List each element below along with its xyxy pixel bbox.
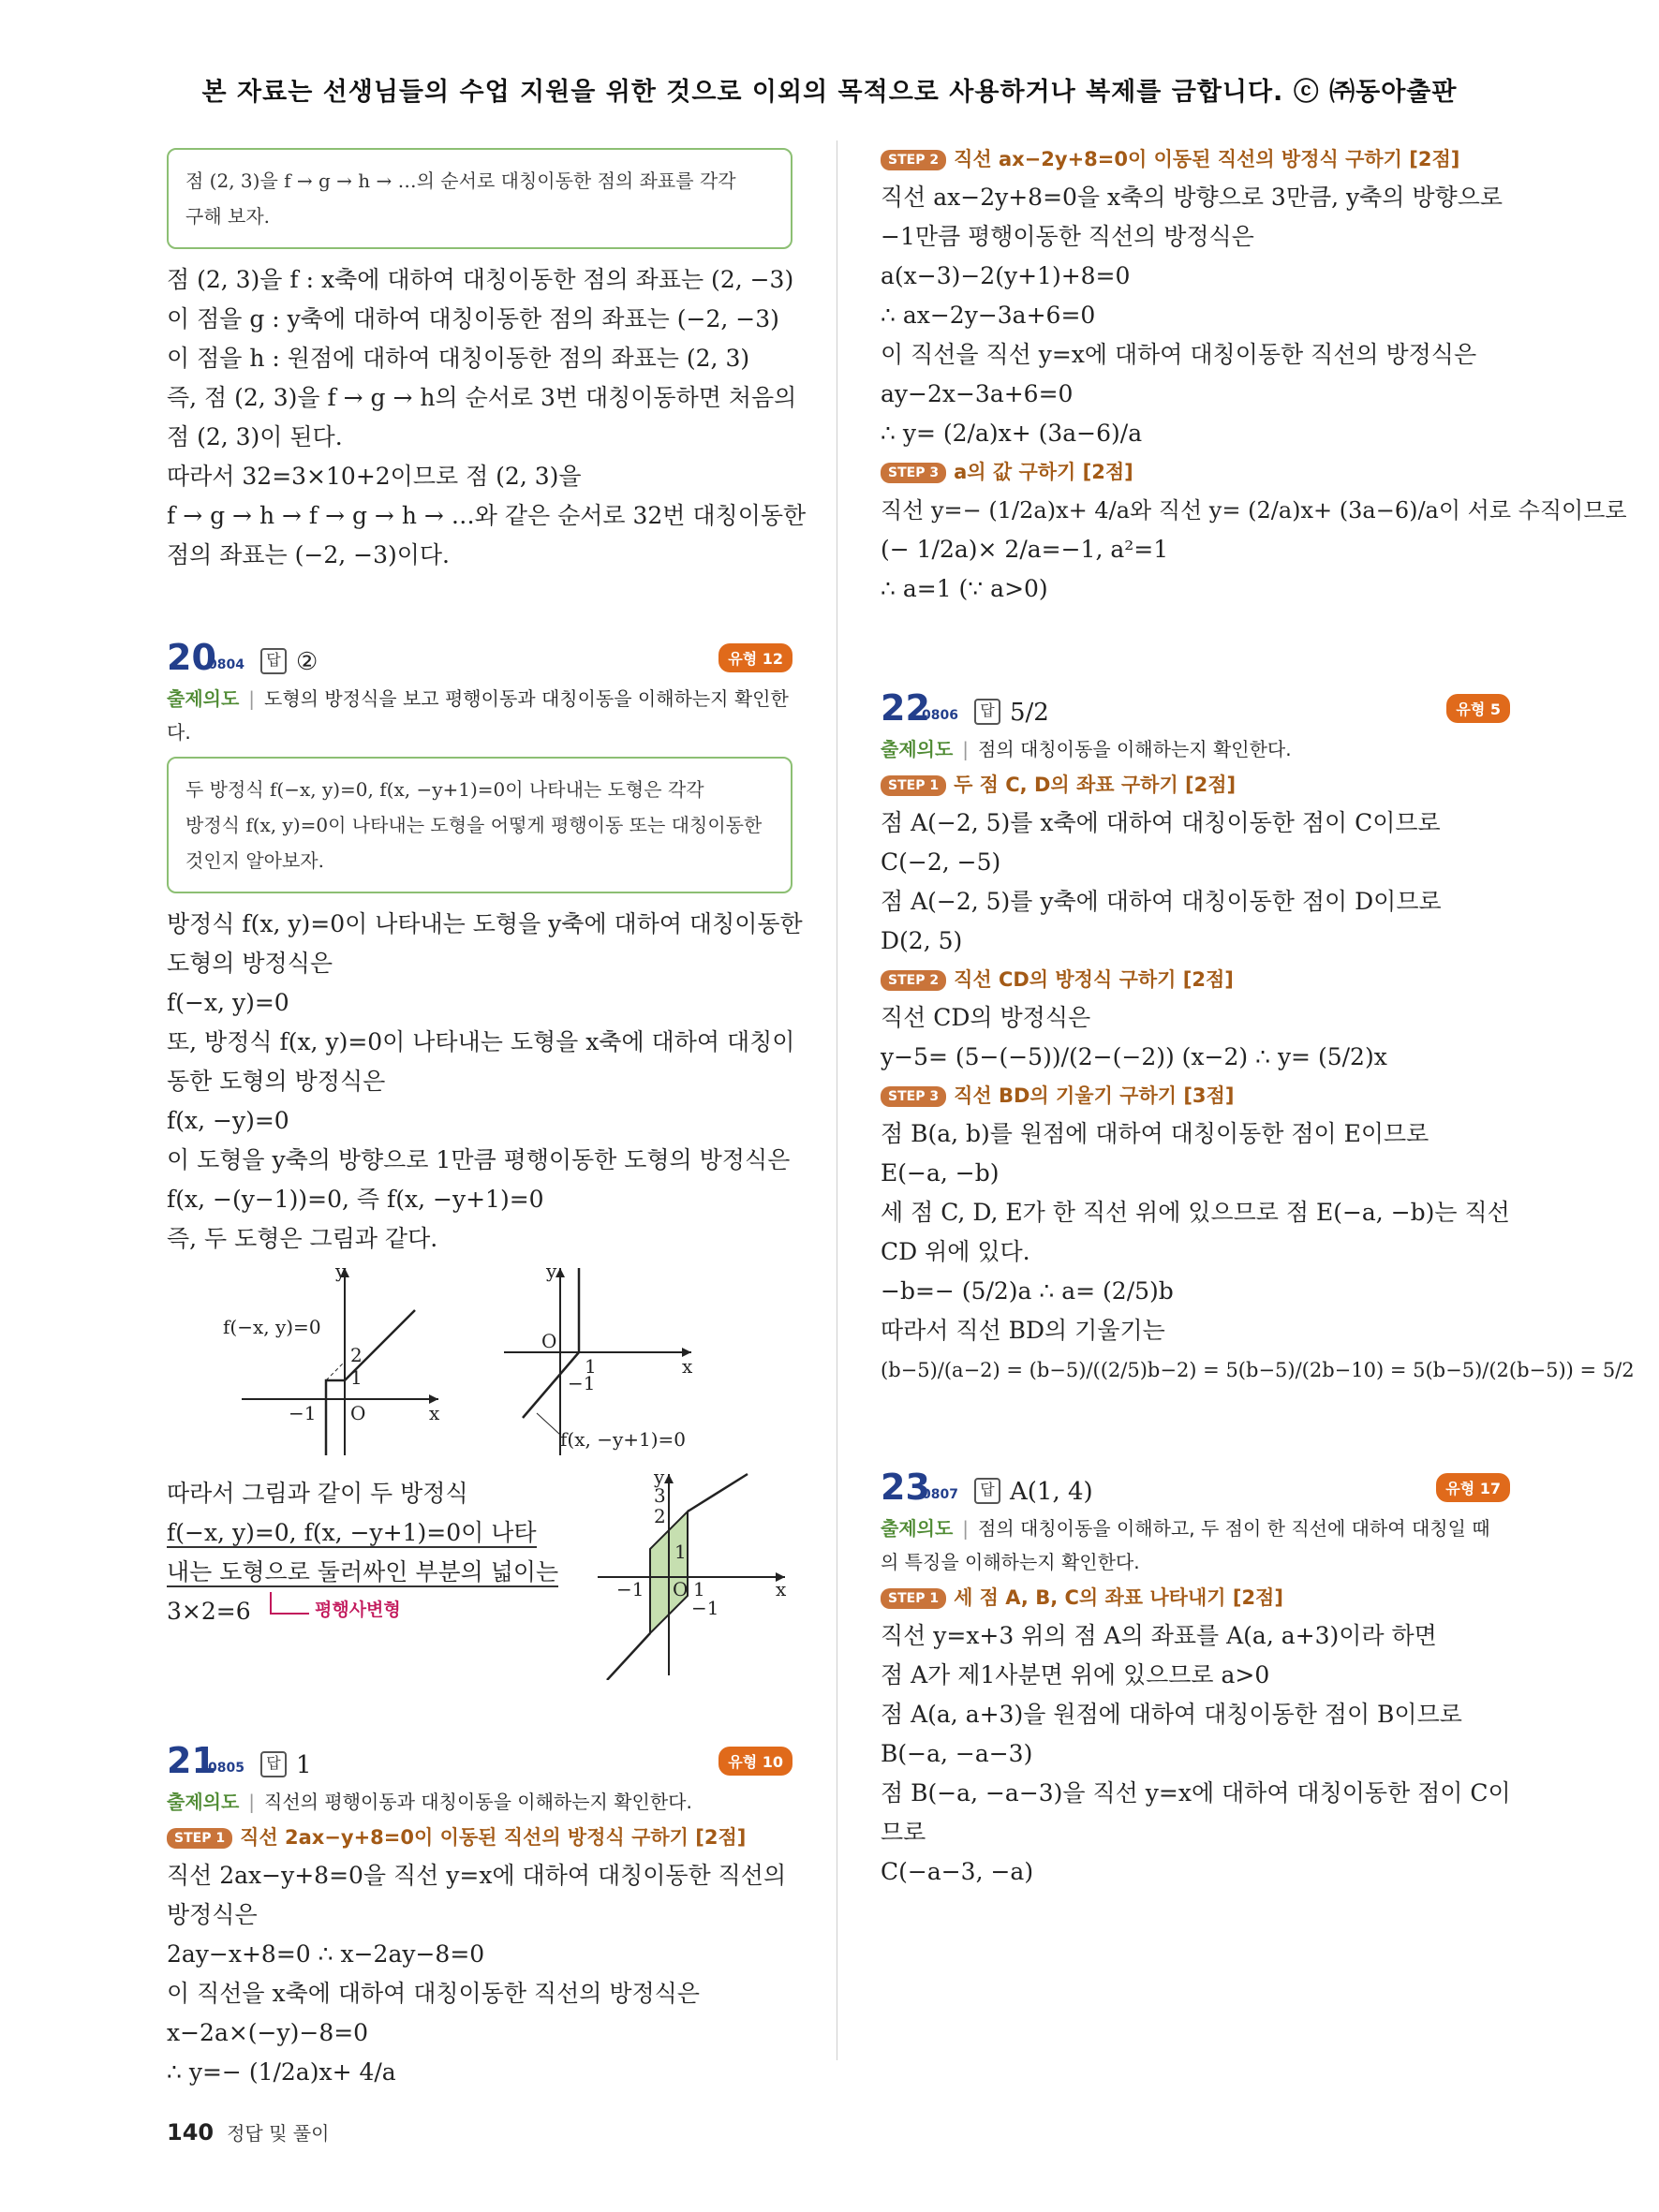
text-line: ∴ y= (2/a)x+ (3a−6)/a <box>881 420 1143 447</box>
hint-line: 구해 보자. <box>185 205 270 228</box>
intent-line: 출제의도 | 점의 대칭이동을 이해하는지 확인한다. <box>881 738 1292 760</box>
text-line: ∴ ax−2y−3a+6=0 <box>881 302 1096 329</box>
step-1 <box>881 1579 1510 1616</box>
text-line: 이 점을 h : 원점에 대하여 대칭이동한 점의 좌표는 (2, 3) <box>167 345 750 372</box>
step-1 <box>881 766 1510 804</box>
tick-label: 3 <box>654 1484 666 1507</box>
text-line: D(2, 5) <box>881 927 963 954</box>
text-line: 따라서 직선 BD의 기울기는 <box>881 1317 1165 1344</box>
intent-label: 출제의도 <box>167 687 240 710</box>
text-line: 점의 좌표는 (−2, −3)이다. <box>167 541 450 568</box>
text-line: 방정식은 <box>167 1901 258 1928</box>
text-line: 세 점 C, D, E가 한 직선 위에 있으므로 점 E(−a, −b)는 직선 <box>881 1199 1510 1226</box>
tick-label: 2 <box>350 1344 363 1366</box>
answer-icon: 답 <box>974 1478 1000 1504</box>
solution-21 <box>167 1856 792 2092</box>
step-2 <box>881 961 1510 998</box>
text-line: 점 (2, 3)을 f : x축에 대하여 대칭이동한 점의 좌표는 (2, −3) <box>167 266 794 293</box>
problem-22-header <box>881 687 1510 732</box>
step-3 <box>881 1077 1510 1114</box>
right-column <box>881 140 1635 1892</box>
solution-19 <box>167 260 807 575</box>
axis-y-label: y <box>546 1260 557 1282</box>
page-footer <box>167 2118 329 2146</box>
text-line: 직선 2ax−y+8=0을 직선 y=x에 대하여 대칭이동한 직선의 <box>167 1862 787 1889</box>
conclusion-20 <box>167 1466 792 1689</box>
text-line: 직선 ax−2y+8=0을 x축의 방향으로 3만큼, y축의 방향으로 <box>881 184 1503 211</box>
problem-code: 0807 <box>922 1487 958 1502</box>
text-line: ∴ a=1 (∵ a>0) <box>881 575 1048 602</box>
hint-line: 것인지 알아보자. <box>185 849 324 872</box>
intent-text: 직선의 평행이동과 대칭이동을 이해하는지 확인한다. <box>264 1791 692 1813</box>
answer-value: ② <box>296 648 318 676</box>
intent-text: 도형의 방정식을 보고 평행이동과 대칭이동을 이해하는지 확인한다. <box>167 687 789 744</box>
axis-y-label: y <box>654 1466 665 1488</box>
tick-label: −1 <box>691 1597 719 1619</box>
problem-number: 20 <box>167 637 216 678</box>
answer-value: 1 <box>296 1751 312 1779</box>
text-line: 방정식 f(x, y)=0이 나타내는 도형을 y축에 대하여 대칭이동한 <box>167 910 803 937</box>
type-badge: 유형 5 <box>1446 694 1510 723</box>
intent-line: 출제의도 | 점의 대칭이동을 이해하고, 두 점이 한 직선에 대하여 대칭일 때 <box>881 1517 1490 1540</box>
hint-line: 두 방정식 f(−x, y)=0, f(x, −y+1)=0이 나타내는 도형은 각각 <box>185 778 704 801</box>
text-line: f → g → h → f → g → h → …와 같은 순서로 32번 대칭이동한 <box>167 502 807 529</box>
tick-label: 1 <box>585 1355 597 1378</box>
origin-label: O <box>350 1402 366 1424</box>
text-line: 므로 <box>881 1819 926 1846</box>
problem-number: 21 <box>167 1740 216 1781</box>
text-line: 점 A가 제1사분면 위에 있으므로 a>0 <box>881 1661 1270 1688</box>
solution-20 <box>167 905 803 1259</box>
text-line: 이 점을 g : y축에 대하여 대칭이동한 점의 좌표는 (−2, −3) <box>167 305 779 332</box>
text-line: (− 1/2a)× 2/a=−1, a²=1 <box>881 536 1169 563</box>
text-line: f(−x, y)=0 <box>167 989 289 1016</box>
text-line: C(−2, −5) <box>881 848 1001 876</box>
solution-23 <box>881 1616 1510 1892</box>
intent-label: 출제의도 <box>881 738 954 760</box>
step-pill: STEP 1 <box>881 775 946 796</box>
text-line: C(−a−3, −a) <box>881 1858 1034 1885</box>
solution-22-step3 <box>881 1114 1635 1390</box>
text-line: y−5= (5−(−5))/(2−(−2)) (x−2) ∴ y= (5/2)x <box>881 1043 1387 1070</box>
intent-text-cont: 의 특징을 이해하는지 확인한다. <box>881 1551 1140 1573</box>
tick-label: −1 <box>616 1578 644 1600</box>
text-line: 직선 y=− (1/2a)x+ 4/a와 직선 y= (2/a)x+ (3a−6)/a이 서로 수직이므로 <box>881 497 1627 524</box>
text-line: 즉, 두 도형은 그림과 같다. <box>167 1225 438 1252</box>
text-line: ∴ y=− (1/2a)x+ 4/a <box>167 2058 396 2086</box>
intent-line: 출제의도 | 직선의 평행이동과 대칭이동을 이해하는지 확인한다. <box>167 1791 692 1813</box>
step-pill: STEP 1 <box>881 1588 946 1609</box>
footer-title: 정답 및 풀이 <box>227 2122 330 2145</box>
axis-x-label: x <box>776 1578 787 1600</box>
graph-fig-3 <box>588 1465 804 1680</box>
type-badge: 유형 10 <box>718 1747 792 1776</box>
note-arrow <box>270 1592 309 1615</box>
tick-label: 2 <box>654 1505 666 1527</box>
text-line: ay−2x−3a+6=0 <box>881 380 1074 407</box>
step-pill: STEP 3 <box>881 463 946 483</box>
solution-21-step2 <box>881 178 1510 453</box>
copyright-notice: 본 자료는 선생님들의 수업 지원을 위한 것으로 이외의 목적으로 사용하거나 복제를 금합니다. ⓒ ㈜동아출판 <box>201 78 1458 107</box>
text-line: a(x−3)−2(y+1)+8=0 <box>881 262 1131 289</box>
text-line: f(x, −y)=0 <box>167 1107 289 1134</box>
curve-label: f(x, −y+1)=0 <box>560 1428 687 1451</box>
text-line: 동한 도형의 방정식은 <box>167 1068 386 1095</box>
text-line: 2ay−x+8=0 ∴ x−2ay−8=0 <box>167 1940 485 1968</box>
step-3 <box>881 453 1510 491</box>
axis-y-label: y <box>335 1260 347 1282</box>
answer-value: 5/2 <box>1010 699 1049 727</box>
step-2 <box>881 140 1510 178</box>
graph-fig-2 <box>504 1260 693 1455</box>
text-line: CD 위에 있다. <box>881 1238 1030 1265</box>
text-line: f(x, −(y−1))=0, 즉 f(x, −y+1)=0 <box>167 1186 544 1213</box>
type-badge: 유형 12 <box>718 643 792 672</box>
text-line: −b=− (5/2)a ∴ a= (2/5)b <box>881 1277 1174 1305</box>
hint-box-20 <box>167 757 792 893</box>
answer-icon: 답 <box>260 1751 287 1777</box>
step-1 <box>167 1819 792 1856</box>
text-line: −1만큼 평행이동한 직선의 방정식은 <box>881 223 1254 250</box>
step-title: 직선 BD의 기울기 구하기 [3점] <box>954 1084 1235 1107</box>
step-pill: STEP 2 <box>881 970 946 991</box>
solution-21-step3 <box>881 491 1627 609</box>
tick-label: −1 <box>568 1372 596 1394</box>
text-line: 이 도형을 y축의 방향으로 1만큼 평행이동한 도형의 방정식은 <box>167 1146 791 1173</box>
text-line: 이 직선을 직선 y=x에 대하여 대칭이동한 직선의 방정식은 <box>881 341 1477 368</box>
text-line: 즉, 점 (2, 3)을 f → g → h의 순서로 3번 대칭이동하면 처음의 <box>167 384 797 411</box>
tick-label: 1 <box>350 1366 363 1389</box>
text-line: 점 B(a, b)를 원점에 대하여 대칭이동한 점이 E이므로 <box>881 1120 1429 1147</box>
graph-figures-20 <box>167 1259 792 1474</box>
intent-line: 출제의도 | 도형의 방정식을 보고 평행이동과 대칭이동을 이해하는지 확인한다. <box>167 687 789 744</box>
problem-code: 0804 <box>208 657 244 672</box>
intent-text: 점의 대칭이동을 이해하고, 두 점이 한 직선에 대하여 대칭일 때 <box>978 1517 1490 1540</box>
problem-code: 0806 <box>922 708 958 723</box>
problem-20-header <box>167 637 792 682</box>
problem-23-header <box>881 1467 1510 1512</box>
answer-icon: 답 <box>260 648 287 674</box>
text-line: 3×2=6 <box>167 1598 251 1625</box>
intent-label: 출제의도 <box>167 1791 240 1813</box>
step-title: 세 점 A, B, C의 좌표 나타내기 [2점] <box>954 1586 1283 1609</box>
underlined-text: f(−x, y)=0, f(x, −y+1)=0이 나타 <box>167 1519 537 1546</box>
intent-label: 출제의도 <box>881 1517 954 1540</box>
text-line: E(−a, −b) <box>881 1159 1000 1187</box>
text-line: 점 A(−2, 5)를 x축에 대하여 대칭이동한 점이 C이므로 <box>881 809 1441 836</box>
text-line: B(−a, −a−3) <box>881 1740 1033 1767</box>
text-line: 이 직선을 x축에 대하여 대칭이동한 직선의 방정식은 <box>167 1980 700 2007</box>
step-title: 직선 ax−2y+8=0이 이동된 직선의 방정식 구하기 [2점] <box>954 148 1460 170</box>
step-pill: STEP 2 <box>881 150 946 170</box>
step-title: 직선 2ax−y+8=0이 이동된 직선의 방정식 구하기 [2점] <box>240 1826 747 1849</box>
step-title: 직선 CD의 방정식 구하기 [2점] <box>954 968 1234 991</box>
origin-label: O <box>541 1330 557 1352</box>
step-title: a의 값 구하기 [2점] <box>954 461 1133 483</box>
problem-21-header <box>167 1740 792 1785</box>
hint-line: 방정식 f(x, y)=0이 나타내는 도형을 어떻게 평행이동 또는 대칭이동한 <box>185 814 763 836</box>
answer-icon: 답 <box>974 699 1000 725</box>
step-title: 두 점 C, D의 좌표 구하기 [2점] <box>954 774 1237 796</box>
tick-label: 1 <box>674 1541 687 1563</box>
problem-number: 22 <box>881 687 930 729</box>
text-line: 직선 CD의 방정식은 <box>881 1004 1091 1031</box>
graph-fig-1 <box>223 1260 440 1455</box>
text-line: 따라서 32=3×10+2이므로 점 (2, 3)을 <box>167 463 582 490</box>
text-line: 또, 방정식 f(x, y)=0이 나타내는 도형을 x축에 대하여 대칭이 <box>167 1028 795 1055</box>
solution-22-step2 <box>881 998 1510 1077</box>
step-pill: STEP 1 <box>167 1828 232 1849</box>
text-line: 점 (2, 3)이 된다. <box>167 423 343 450</box>
note-label: 평행사변형 <box>315 1600 401 1620</box>
axis-x-label: x <box>429 1402 440 1424</box>
intent-text: 점의 대칭이동을 이해하는지 확인한다. <box>978 738 1292 760</box>
text-line: 점 A(a, a+3)을 원점에 대하여 대칭이동한 점이 B이므로 <box>881 1701 1462 1728</box>
answer-value: A(1, 4) <box>1010 1478 1093 1506</box>
page-number: 140 <box>167 2119 215 2146</box>
text-line: 점 B(−a, −a−3)을 직선 y=x에 대하여 대칭이동한 점이 C이 <box>881 1779 1511 1806</box>
left-column <box>167 140 807 2092</box>
origin-label: O <box>673 1578 689 1600</box>
text-line: x−2a×(−y)−8=0 <box>167 2019 369 2046</box>
step-pill: STEP 3 <box>881 1086 946 1107</box>
solution-22-step1 <box>881 804 1510 961</box>
text-line: 직선 y=x+3 위의 점 A의 좌표를 A(a, a+3)이라 하면 <box>881 1622 1437 1649</box>
text-line: 따라서 그림과 같이 두 방정식 <box>167 1480 468 1507</box>
text-line: 점 A(−2, 5)를 y축에 대하여 대칭이동한 점이 D이므로 <box>881 888 1442 915</box>
axis-x-label: x <box>682 1355 693 1378</box>
text-line: (b−5)/(a−2) = (b−5)/((2/5)b−2) = 5(b−5)/(2b−10) = 5(b−5)/(2(b−5)) = 5/2 <box>881 1359 1635 1381</box>
text-line: 도형의 방정식은 <box>167 950 333 977</box>
hint-line: 점 (2, 3)을 f → g → h → …의 순서로 대칭이동한 점의 좌표를 각각 <box>185 170 736 192</box>
tick-label: 1 <box>693 1578 705 1600</box>
hint-box-19 <box>167 148 792 249</box>
problem-code: 0805 <box>208 1761 244 1776</box>
type-badge: 유형 17 <box>1436 1473 1510 1502</box>
underlined-text: 내는 도형으로 둘러싸인 부분의 넓이는 <box>167 1558 559 1585</box>
tick-label: −1 <box>289 1402 317 1424</box>
curve-label: f(−x, y)=0 <box>223 1316 321 1338</box>
problem-number: 23 <box>881 1467 930 1508</box>
